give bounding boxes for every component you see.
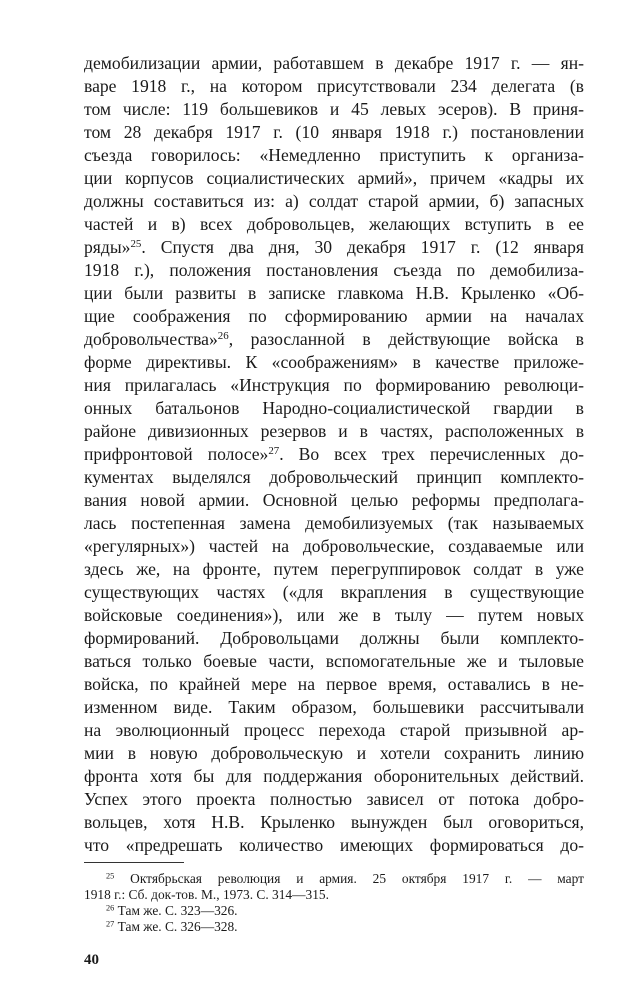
text-line: том 28 декабря 1917 г. (10 января 1918 г.) постановлении [84, 122, 584, 142]
text-line [84, 443, 584, 466]
text-line: существующих частях («для вкрапления в существующие [84, 582, 584, 602]
text-line: районе дивизионных резервов и в частях, расположенных в [84, 421, 584, 441]
text-line [84, 328, 584, 351]
text-line: здесь же, на фронте, путем перегруппировок солдат в уже [84, 559, 584, 579]
footnote-number: 27 [106, 919, 115, 929]
footnote-25 [106, 871, 584, 886]
text-line: форме директивы. К «соображениям» в качестве приложе- [84, 352, 584, 372]
text-line: «регулярных») частей на добровольческие, создаваемые или [84, 536, 584, 556]
text-line: том числе: 119 большевиков и 45 левых эсеров). В приня- [84, 99, 584, 119]
text-line: онных батальонов Народно-социалистической гвардии в [84, 398, 584, 418]
text-line: щие соображения по сформированию армии на началах [84, 306, 584, 326]
text-line: формирований. Добровольцами должны были комплекто- [84, 628, 584, 648]
text-fragment: , разосланной в действующие войска в [228, 329, 584, 349]
text-line: ния прилагалась «Инструкция по формированию революци- [84, 375, 584, 395]
text-line: фронта хотя бы для поддержания оборонительных действий. [84, 766, 584, 786]
footnote-number: 25 [106, 871, 115, 881]
text-line: варе 1918 г., на котором присутствовали 234 делегата (в [84, 76, 584, 96]
text-line: 1918 г.), положения постановления съезда по демобилиза- [84, 260, 584, 280]
footnote-27 [106, 919, 238, 934]
footnote-number: 26 [106, 903, 115, 913]
text-fragment: ряды» [84, 237, 131, 257]
footnote-text: Октябрьская революция и армия. 25 октября 1917 г. — март [130, 871, 584, 886]
text-line: войсковые соединения»), или же в тылу — путем новых [84, 605, 584, 625]
text-line: съезда говорилось: «Немедленно приступить к организа- [84, 145, 584, 165]
text-fragment: . Во всех трех перечисленных до- [279, 444, 584, 464]
text-fragment: прифронтовой полосе» [84, 444, 269, 464]
footnote-26 [106, 903, 238, 918]
text-line: должны составиться из: а) солдат старой армии, б) запасных [84, 191, 584, 211]
text-line: ции были развиты в записке главкома Н.В. Крыленко «Об- [84, 283, 584, 303]
text-line: мии в новую добровольческую и хотели сохранить линию [84, 743, 584, 763]
footnote-25-continued: 1918 г.: Сб. док-тов. М., 1973. С. 314—315. [84, 887, 329, 902]
page-number: 40 [84, 952, 99, 968]
text-line: кументах выделялся добровольческий принцип комплекто- [84, 467, 584, 487]
footnote-text: Там же. С. 326—328. [117, 919, 238, 934]
footnote-ref-27[interactable]: 27 [268, 445, 280, 457]
text-line: частей и в) всех добровольцев, желающих вступить в ее [84, 214, 584, 234]
text-line: что «предрешать количество имеющих формироваться до- [84, 835, 584, 855]
footnote-divider [84, 862, 184, 863]
text-line: вольцев, хотя Н.В. Крыленко вынужден был оговориться, [84, 812, 584, 832]
text-line: войска, по крайней мере на первое время, оставались в не- [84, 674, 584, 694]
footnote-text: Там же. С. 323—326. [117, 903, 238, 918]
text-line: лась постепенная замена демобилизуемых (так называемых [84, 513, 584, 533]
text-line: ции корпусов социалистических армий», причем «кадры их [84, 168, 584, 188]
text-line [84, 236, 584, 259]
text-line: ваться только боевые части, вспомогательные же и тыловые [84, 651, 584, 671]
text-line: Успех этого проекта полностью зависел от потока добро- [84, 789, 584, 809]
text-line: на эволюционный процесс перехода старой призывной ар- [84, 720, 584, 740]
text-fragment: добровольчества» [84, 329, 218, 349]
text-fragment: . Спустя два дня, 30 декабря 1917 г. (12 января [141, 237, 584, 257]
footnote-ref-26[interactable]: 26 [217, 330, 229, 342]
text-line: вания новой армии. Основной целью реформы предполага- [84, 490, 584, 510]
footnote-ref-25[interactable]: 25 [130, 238, 142, 250]
text-line: изменном виде. Таким образом, большевики рассчитывали [84, 697, 584, 717]
text-line: демобилизации армии, работавшем в декабре 1917 г. — ян- [84, 53, 584, 73]
